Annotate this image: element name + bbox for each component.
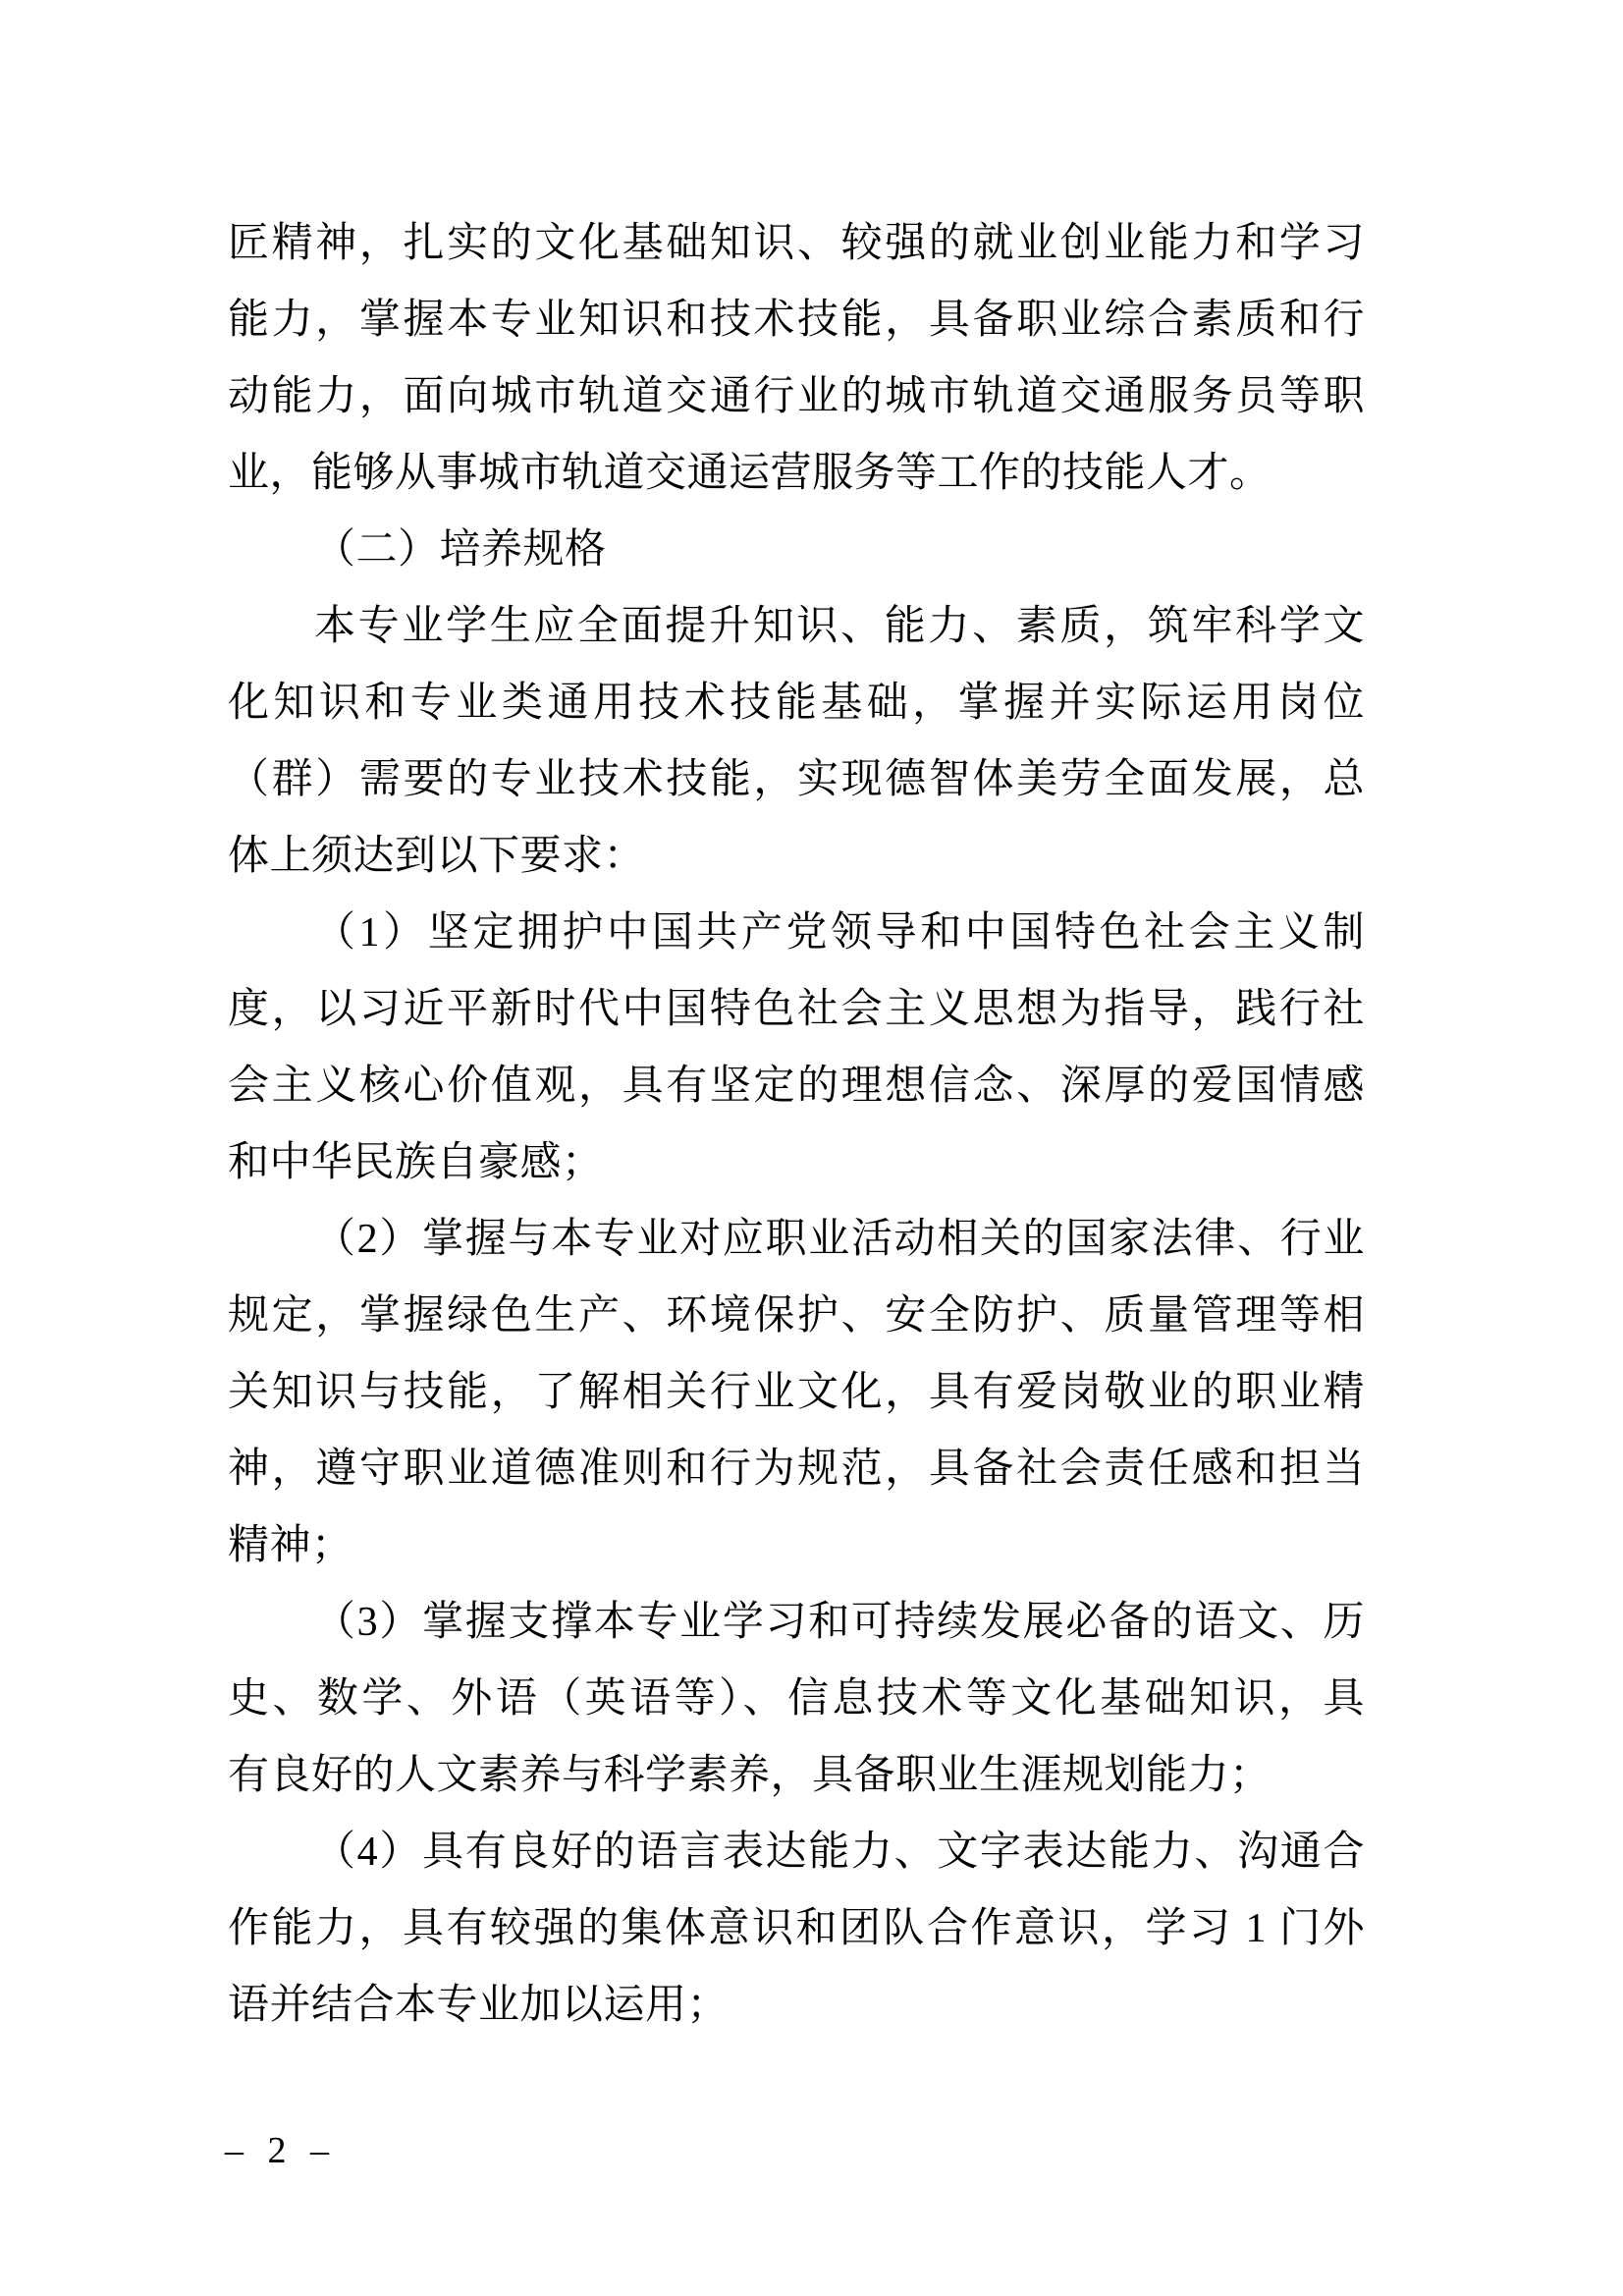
- body-text-line: 作能力，具有较强的集体意识和团队合作意识，学习 1 门外: [228, 1906, 1365, 1951]
- body-text-line: （3）掌握支撑本专业学习和可持续发展必备的语文、历: [314, 1600, 1365, 1645]
- body-text-line: （4）具有良好的语言表达能力、文字表达能力、沟通合: [314, 1830, 1365, 1875]
- body-text-line: 关知识与技能，了解相关行业文化，具有爱岗敬业的职业精: [228, 1370, 1365, 1415]
- body-text-line: 本专业学生应全面提升知识、能力、素质，筑牢科学文: [314, 604, 1365, 649]
- body-text-line: 和中华民族自豪感；: [228, 1140, 604, 1185]
- body-text-line: （1）坚定拥护中国共产党领导和中国特色社会主义制: [314, 910, 1365, 956]
- body-text-line: 史、数学、外语（英语等）、信息技术等文化基础知识，具: [228, 1676, 1365, 1722]
- body-text-line: 化知识和专业类通用技术技能基础，掌握并实际运用岗位: [228, 681, 1365, 726]
- body-text-line: （群）需要的专业技术技能，实现德智体美劳全面发展，总: [228, 757, 1365, 802]
- body-text-line: 神，遵守职业道德准则和行为规范，具备社会责任感和担当: [228, 1447, 1365, 1492]
- body-text-line: （2）掌握与本专业对应职业活动相关的国家法律、行业: [314, 1217, 1365, 1262]
- document-body: [228, 205, 1365, 2044]
- body-text-line: 精神；: [228, 1523, 353, 1568]
- body-text-line: 有良好的人文素养与科学素养，具备职业生涯规划能力；: [228, 1753, 1271, 1798]
- page-number: – 2 –: [225, 2130, 330, 2171]
- body-text-line: 业，能够从事城市轨道交通运营服务等工作的技能人才。: [228, 451, 1271, 496]
- body-text-line: 体上须达到以下要求：: [228, 834, 646, 879]
- body-text-line: 能力，掌握本专业知识和技术技能，具备职业综合素质和行: [228, 298, 1365, 343]
- body-text-line: 匠精神，扎实的文化基础知识、较强的就业创业能力和学习: [228, 221, 1365, 266]
- body-text-line: 会主义核心价值观，具有坚定的理想信念、深厚的爱国情感: [228, 1064, 1365, 1109]
- body-text-line: 规定，掌握绿色生产、环境保护、安全防护、质量管理等相: [228, 1293, 1365, 1339]
- body-text-line: 度，以习近平新时代中国特色社会主义思想为指导，践行社: [228, 987, 1365, 1032]
- section-heading: （二）培养规格: [314, 527, 607, 573]
- body-text-line: 语并结合本专业加以运用；: [228, 1983, 730, 2028]
- body-text-line: 动能力，面向城市轨道交通行业的城市轨道交通服务员等职: [228, 374, 1365, 419]
